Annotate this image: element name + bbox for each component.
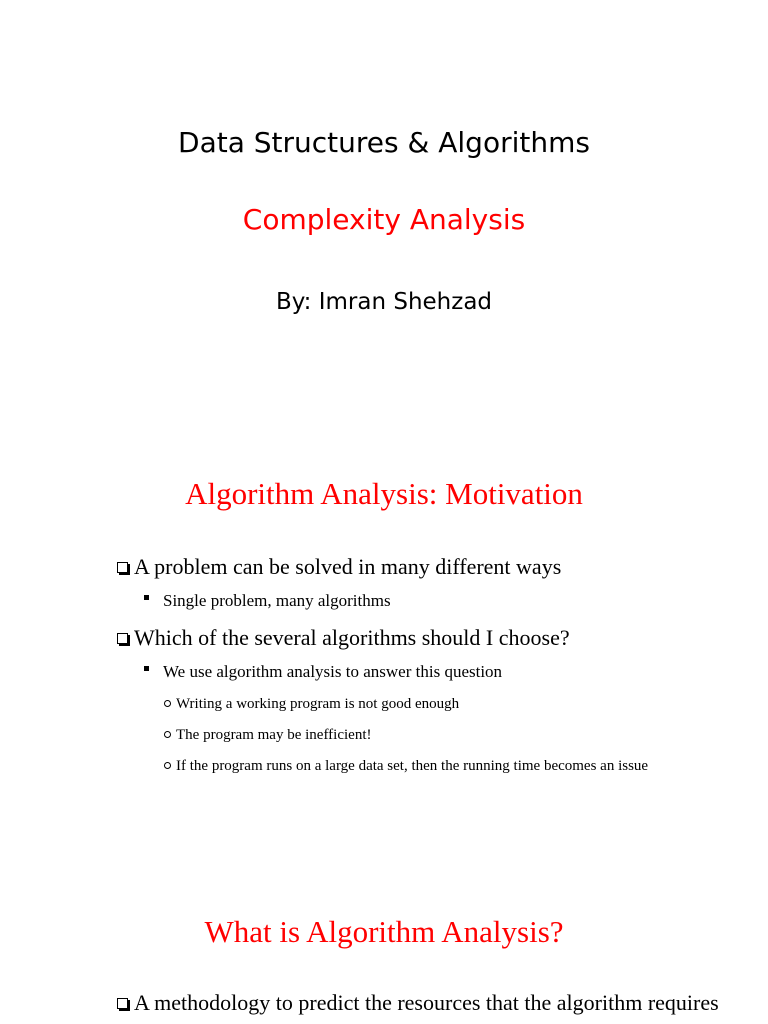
circle-bullet-icon bbox=[164, 700, 171, 707]
bullet-level3 bbox=[164, 757, 654, 775]
bullet-text: Single problem, many algorithms bbox=[163, 591, 391, 610]
bullet-level1 bbox=[117, 625, 570, 651]
bullet-text: Writing a working program is not good enough bbox=[176, 696, 460, 712]
bullet-text: If the program runs on a large data set, then the running time becomes an issue bbox=[176, 758, 649, 774]
circle-bullet-icon bbox=[164, 762, 171, 769]
bullet-level2 bbox=[144, 662, 502, 682]
bullet-level3 bbox=[164, 726, 654, 744]
bullet-level1 bbox=[117, 990, 719, 1016]
circle-bullet-icon bbox=[164, 731, 171, 738]
square-bullet-icon bbox=[144, 595, 149, 600]
presentation-subtitle: Complexity Analysis bbox=[242, 203, 526, 236]
presentation-title: Data Structures & Algorithms bbox=[178, 126, 590, 159]
bullet-text: A methodology to predict the resources that the algorithm requires bbox=[134, 990, 719, 1015]
bullet-level3 bbox=[164, 695, 654, 713]
presentation-author: By: Imran Shehzad bbox=[275, 289, 493, 315]
bullet-level2 bbox=[144, 591, 391, 611]
checkbox-bullet-icon bbox=[117, 633, 128, 644]
bullet-text: We use algorithm analysis to answer this question bbox=[163, 662, 503, 681]
square-bullet-icon bbox=[144, 666, 149, 671]
bullet-text: A problem can be solved in many different ways bbox=[134, 554, 562, 579]
bullet-text: The program may be inefficient! bbox=[176, 727, 372, 743]
motivation-heading: Algorithm Analysis: Motivation bbox=[185, 476, 583, 511]
bullet-text: Which of the several algorithms should I choose? bbox=[134, 625, 570, 650]
checkbox-bullet-icon bbox=[117, 998, 128, 1009]
what-heading: What is Algorithm Analysis? bbox=[204, 914, 564, 949]
bullet-level1 bbox=[117, 554, 561, 580]
checkbox-bullet-icon bbox=[117, 562, 128, 573]
